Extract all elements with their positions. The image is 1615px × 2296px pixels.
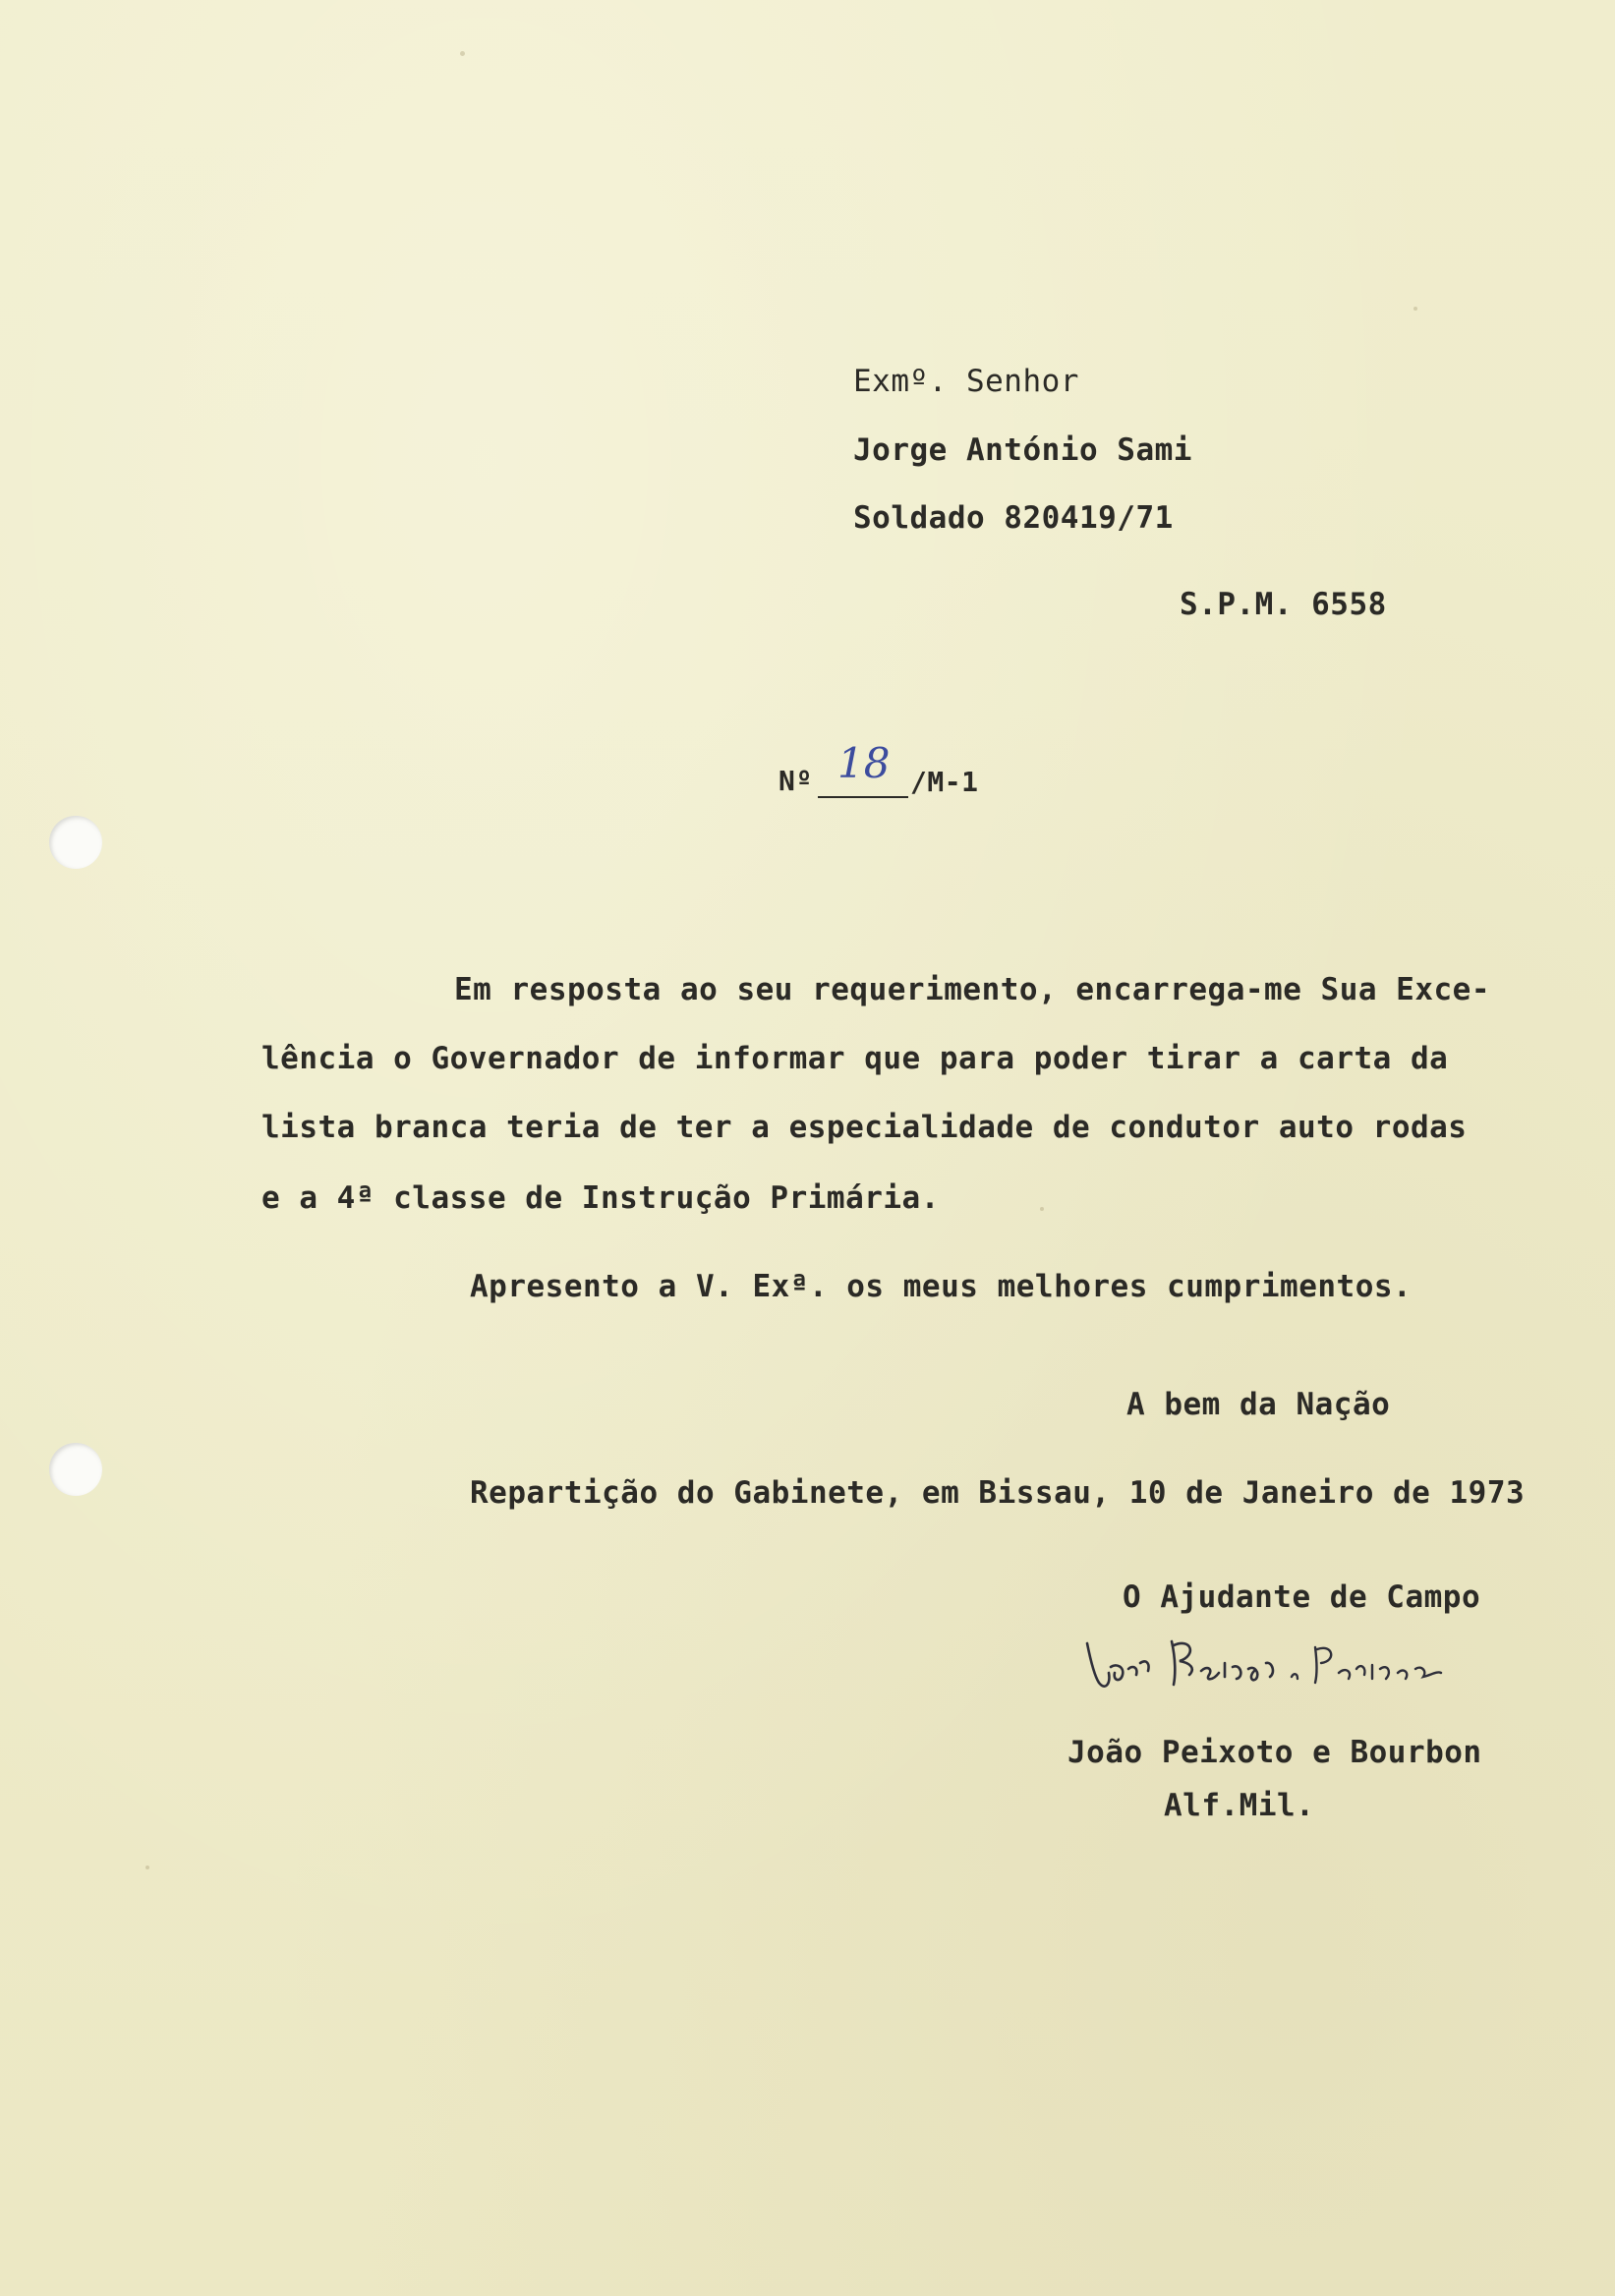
valediction: A bem da Nação — [1126, 1387, 1391, 1422]
signatory-rank: Alf.Mil. — [1164, 1788, 1315, 1823]
reference-blank-line — [818, 796, 908, 798]
signatory-name: João Peixoto e Bourbon — [1067, 1735, 1482, 1770]
body-line-1: Em resposta ao seu requerimento, encarrega-me Sua Exce- — [454, 972, 1490, 1007]
body-line-3: lista branca teria de ter a especialidade de condutor auto rodas — [261, 1110, 1468, 1145]
body-line-4: e a 4ª classe de Instrução Primária. — [261, 1180, 940, 1216]
recipient-name: Jorge António Sami — [853, 432, 1192, 468]
paper-fleck — [1040, 1207, 1044, 1211]
paper-fleck — [460, 51, 465, 56]
recipient-spm: S.P.M. 6558 — [1180, 587, 1387, 622]
reference-prefix: Nº — [779, 765, 813, 797]
body-line-2: lência o Governador de informar que para poder tirar a carta da — [261, 1041, 1449, 1076]
paper-fleck — [145, 1866, 149, 1869]
reference-suffix: /M-1 — [910, 766, 979, 798]
recipient-rank: Soldado 820419/71 — [853, 500, 1174, 536]
punch-hole-top — [49, 816, 102, 869]
place-date: Repartição do Gabinete, em Bissau, 10 de Janeiro de 1973 — [470, 1475, 1526, 1511]
signatory-title: O Ajudante de Campo — [1123, 1579, 1481, 1615]
closing-line: Apresento a V. Exª. os meus melhores cumprimentos. — [470, 1269, 1413, 1304]
salutation: Exmº. Senhor — [853, 364, 1079, 399]
paper-fleck — [1413, 307, 1417, 311]
reference-number-handwritten: 18 — [837, 739, 891, 787]
punch-hole-bottom — [49, 1443, 102, 1496]
handwritten-signature — [1081, 1634, 1455, 1702]
